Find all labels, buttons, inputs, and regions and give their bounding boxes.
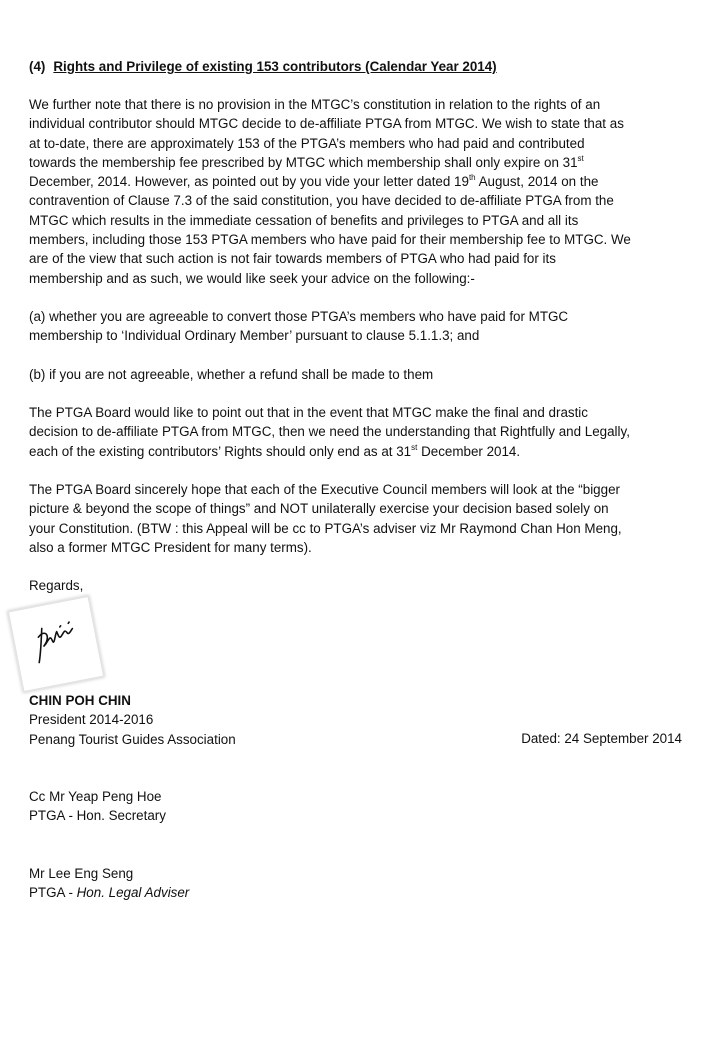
cc-role-prefix: PTGA -: [29, 885, 77, 901]
text-line: membership to ‘Individual Ordinary Member’ pursuant to clause 5.1.1.3; and: [29, 328, 480, 344]
text-line: [29, 172, 701, 191]
text-line: also a former MTGC President for many terms).: [29, 539, 312, 555]
text-line: your Constitution. (BTW : this Appeal will be cc to PTGA’s adviser viz Mr Raymond Chan Hon Meng,: [29, 520, 622, 536]
text-line: [29, 442, 701, 461]
paragraph-board-point: [29, 403, 701, 461]
signer-name: CHIN POH CHIN: [29, 693, 131, 708]
cc-name: Cc Mr Yeap Peng Hoe: [29, 789, 162, 804]
cc-name: Mr Lee Eng Seng: [29, 866, 134, 881]
list-item-b: [29, 365, 701, 384]
text-run: each of the existing contributors’ Rights should only end as at 31: [29, 443, 412, 459]
text-run: August, 2014 on the: [475, 174, 599, 190]
text-line: The PTGA Board would like to point out that in the event that MTGC make the final and drastic: [29, 405, 588, 420]
text-run: towards the membership fee prescribed by MTGC which membership shall only expire on 31: [29, 154, 578, 170]
text-line: membership and as such, we would like seek your advice on the following:-: [29, 270, 475, 286]
section-heading: [29, 57, 701, 76]
signature-image: [8, 596, 104, 692]
text-line: at to-date, there are approximately 153 of the PTGA’s members who had paid and contributed: [29, 135, 585, 151]
signer-organisation: Penang Tourist Guides Association: [29, 731, 236, 747]
paragraph-contributors: [29, 95, 701, 288]
text-run: December 2014.: [417, 443, 521, 459]
text-line: decision to de-affiliate PTGA from MTGC, then we need the understanding that Rightfully and Legally,: [29, 424, 630, 440]
text-line: We further note that there is no provision in the MTGC’s constitution in relation to the rights of an: [29, 97, 601, 112]
text-run: December, 2014. However, as pointed out by you vide your letter dated 19: [29, 174, 469, 190]
section-number: (4): [29, 59, 46, 74]
cc-recipient: [29, 864, 701, 903]
signer-position: President 2014-2016: [29, 712, 154, 728]
text-line: [29, 153, 701, 172]
text-line: contravention of Clause 7.3 of the said constitution, you have decided to de-affiliate PTGA from the: [29, 193, 614, 209]
section-title: Rights and Privilege of existing 153 contributors (Calendar Year 2014): [53, 59, 497, 74]
cc-role: Hon. Legal Adviser: [76, 885, 190, 901]
text-line: are of the view that such action is not fair towards members of PTGA who had paid for its: [29, 251, 556, 267]
text-line: The PTGA Board sincerely hope that each of the Executive Council members will look at the “bigger: [29, 482, 620, 497]
ordinal-suffix: st: [411, 442, 418, 452]
text-line: individual contributor should MTGC decide to de-affiliate PTGA from MTGC. We wish to state that as: [29, 116, 624, 132]
cc-role: PTGA - Hon. Secretary: [29, 808, 166, 824]
ordinal-suffix: th: [468, 173, 476, 183]
cc-role-line: [29, 883, 701, 902]
text-line: members, including those 153 PTGA members who have paid for their membership fee to MTGC. We: [29, 232, 631, 248]
cc-recipient: [29, 787, 701, 826]
letter-date: Dated: 24 September 2014: [521, 731, 682, 746]
text-line: (b) if you are not agreeable, whether a refund shall be made to them: [29, 367, 434, 382]
list-item-a: [29, 307, 701, 346]
text-line: picture & beyond the scope of things” and NOT unilaterally exercise your decision based solely on: [29, 501, 609, 517]
signature-scribble: [9, 597, 103, 691]
closing-regards: Regards,: [29, 578, 84, 593]
text-line: MTGC which results in the immediate cessation of benefits and privileges to PTGA and all its: [29, 212, 579, 228]
text-line: (a) whether you are agreeable to convert those PTGA’s members who have paid for MTGC: [29, 309, 569, 324]
paragraph-board-hope: [29, 480, 701, 557]
ordinal-suffix: st: [577, 153, 584, 163]
